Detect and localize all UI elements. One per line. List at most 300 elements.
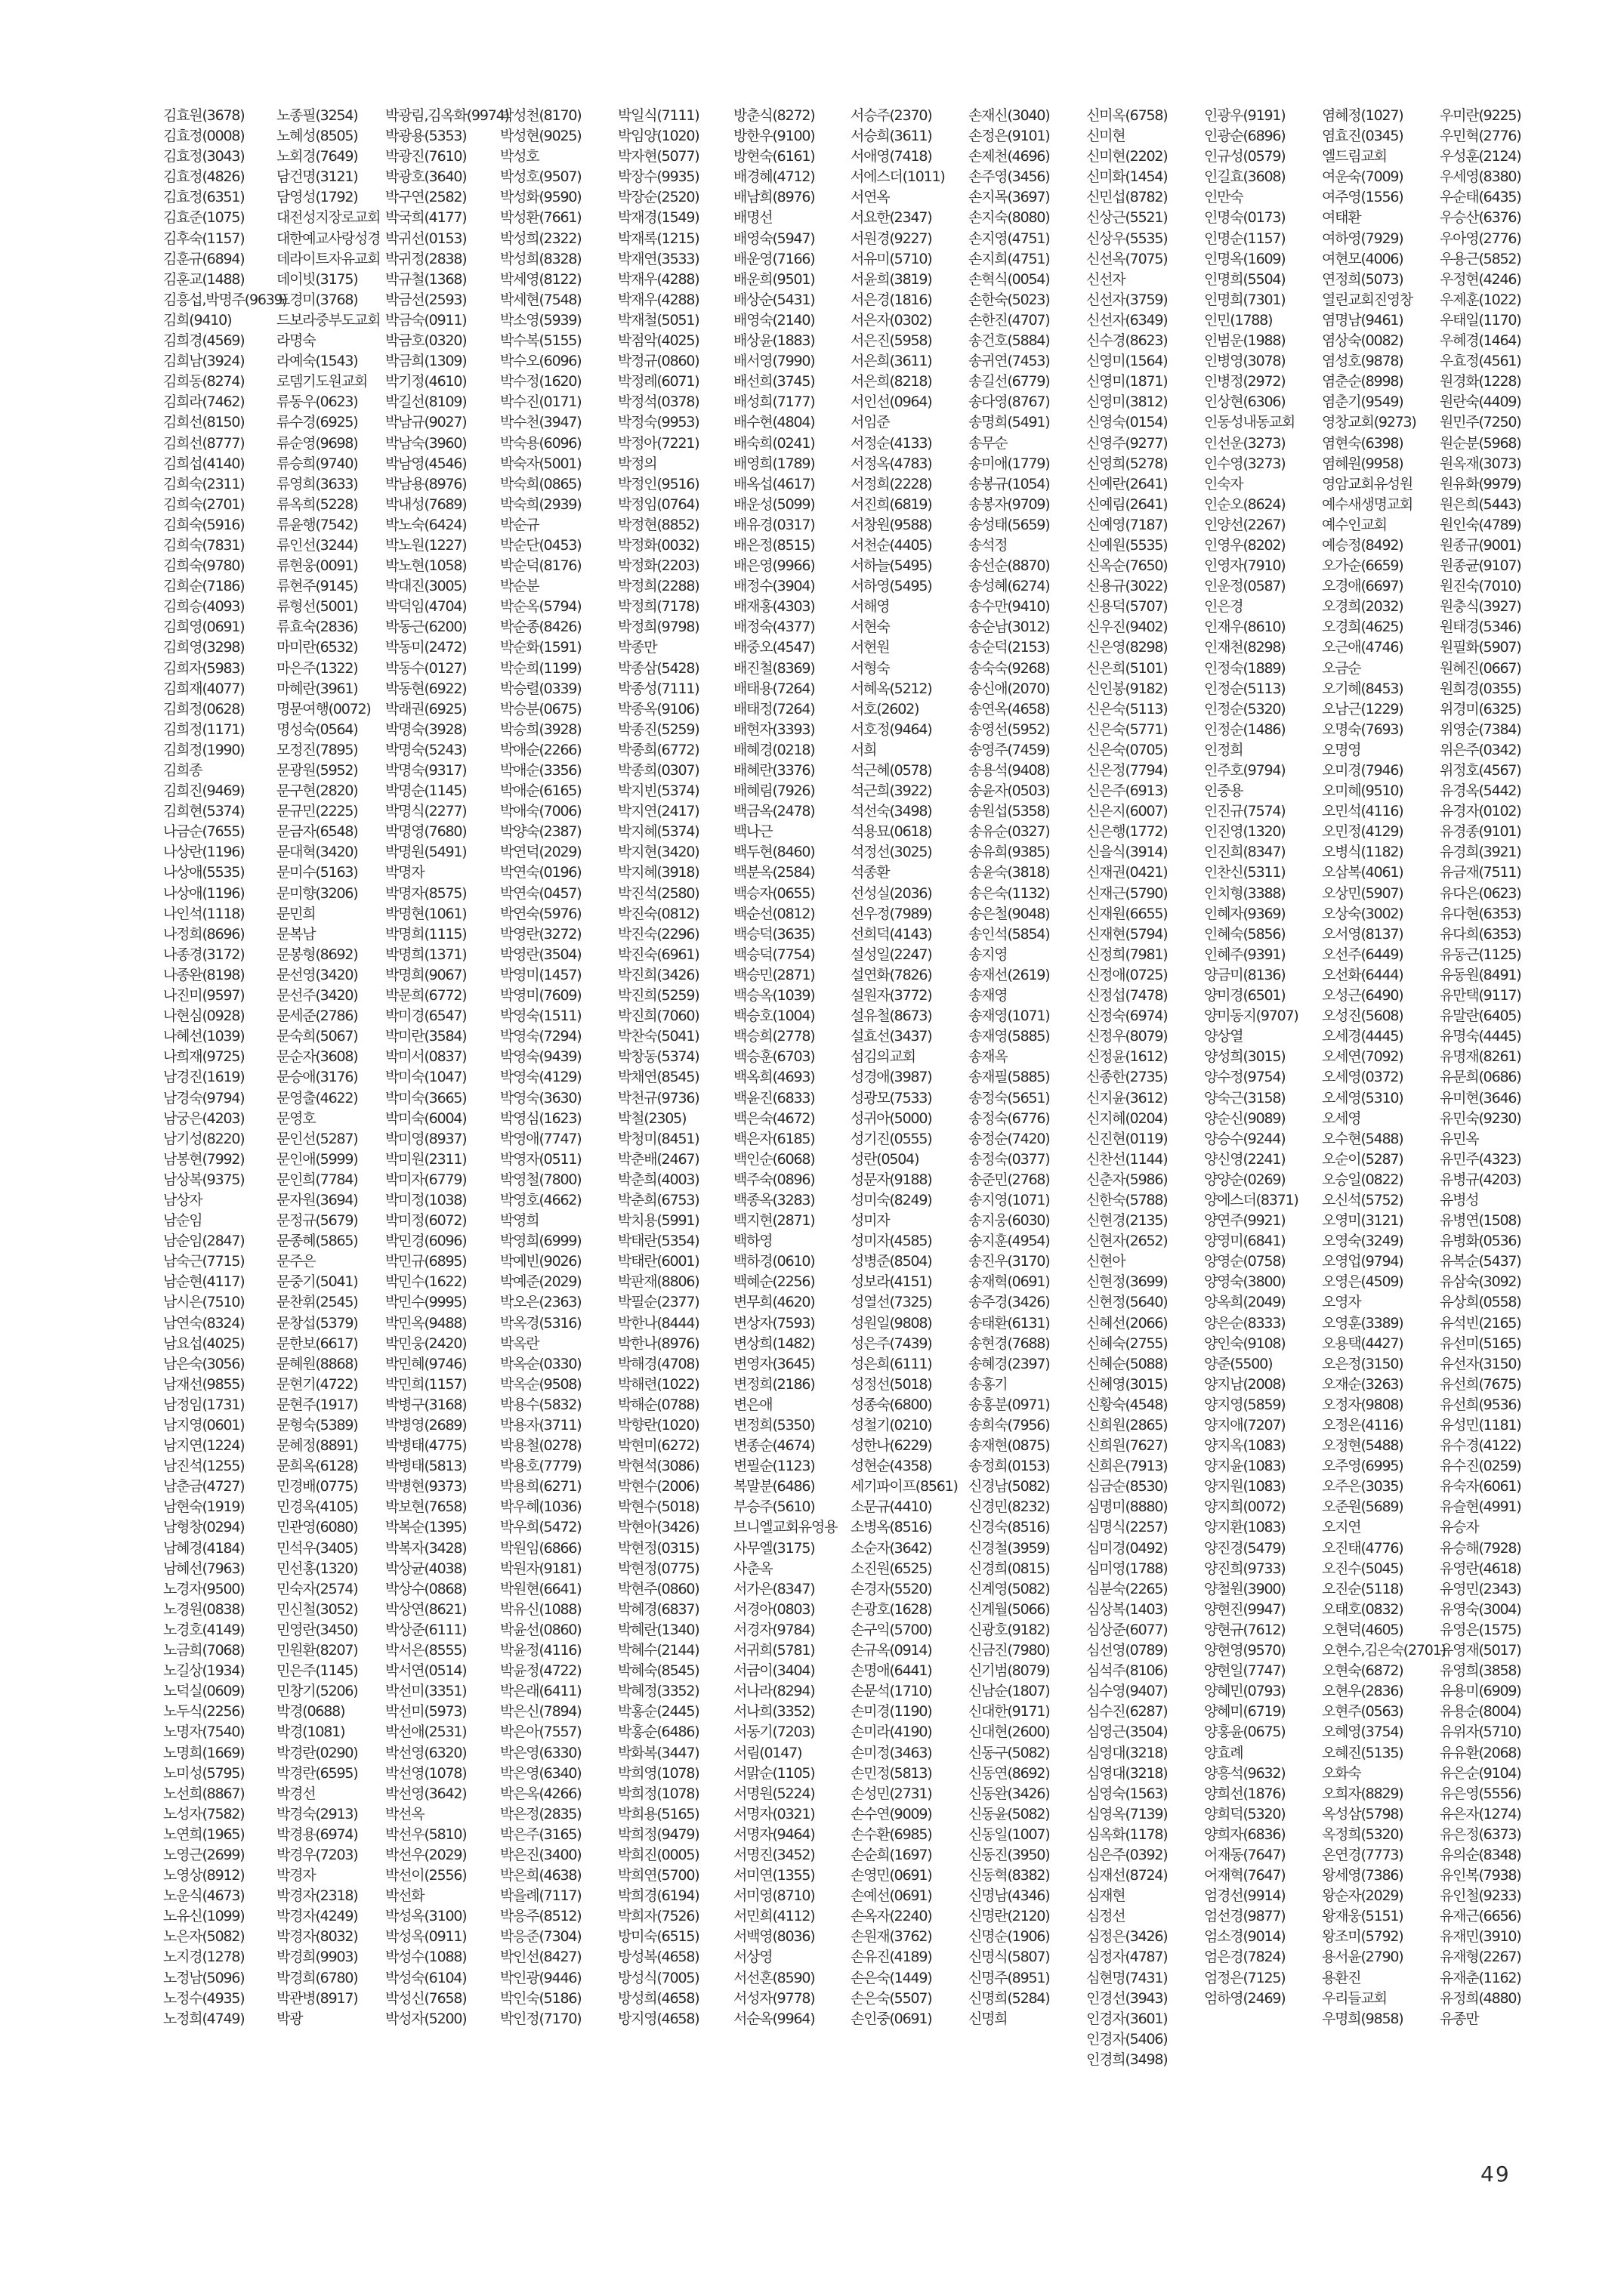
name-entry: 박치용(5991) (618, 1212, 699, 1230)
name-entry: 인명희(5504) (1204, 270, 1286, 288)
name-entry: 양철원(3900) (1204, 1580, 1286, 1597)
name-entry: 심정선 (1086, 1908, 1125, 1925)
name-entry: 민원환(8207) (276, 1642, 358, 1659)
name-entry: 박정화(0032) (618, 536, 699, 554)
name-entry: 변은애 (733, 1396, 773, 1413)
name-entry: 민경옥(4105) (276, 1498, 358, 1516)
name-entry: 박성자(5200) (385, 2010, 467, 2027)
name-entry: 송지웅(6030) (968, 1212, 1050, 1230)
name-entry: 유용미(6909) (1440, 1683, 1521, 1700)
name-entry: 원희경(0355) (1440, 680, 1521, 697)
name-entry: 인광우(9191) (1204, 107, 1286, 124)
name-entry: 류동우(0623) (276, 393, 358, 411)
name-entry: 박영숙(4129) (500, 1069, 582, 1086)
name-entry: 왕조미(5792) (1322, 1928, 1403, 1946)
name-entry: 김희숙(2311) (163, 475, 245, 492)
name-entry: 박선미(3351) (385, 1683, 467, 1700)
name-entry: 양희선(1876) (1204, 1785, 1286, 1802)
name-entry: 양양순(0269) (1204, 1171, 1286, 1188)
name-entry: 신명란(2120) (968, 1908, 1050, 1925)
name-entry: 박성희(2322) (500, 230, 582, 247)
name-entry: 서상영 (733, 1949, 773, 1966)
name-entry: 김희승(4093) (163, 598, 245, 616)
name-entry: 백은숙(4672) (733, 1109, 815, 1127)
name-entry: 박은영(6330) (500, 1744, 582, 1761)
name-entry: 박선이(2556) (385, 1867, 467, 1884)
name-entry: 송지영 (968, 946, 1008, 963)
name-entry: 오태호(0832) (1322, 1600, 1403, 1618)
name-entry: 양성희(3015) (1204, 1048, 1286, 1066)
name-entry: 서원경(9227) (851, 230, 932, 247)
name-entry: 박진숙(6961) (618, 946, 699, 963)
name-entry: 박지혜(5374) (618, 823, 699, 841)
name-entry: 박순옥(5794) (500, 598, 582, 616)
name-entry: 민신철(3052) (276, 1600, 358, 1618)
name-entry: 신미옥(6758) (1086, 107, 1168, 124)
name-entry: 문창섭(5379) (276, 1314, 358, 1332)
name-entry: 박현주(0860) (618, 1580, 699, 1597)
name-entry: 박청미(8451) (618, 1130, 699, 1147)
name-entry: 박민혜(9746) (385, 1355, 467, 1372)
name-entry: 마미란(6532) (276, 639, 358, 656)
name-entry: 박해경(4708) (618, 1355, 699, 1372)
name-entry: 백승희(2778) (733, 1028, 815, 1045)
name-entry: 백두현(8460) (733, 844, 815, 861)
name-entry: 송은철(9048) (968, 905, 1050, 922)
name-entry: 박명자(8575) (385, 884, 467, 902)
name-entry: 나진미(9597) (163, 987, 245, 1005)
name-entry: 유은영(5556) (1440, 1785, 1521, 1802)
name-entry: 오서영(8137) (1322, 925, 1403, 943)
name-entry: 박은주(3165) (500, 1825, 582, 1843)
name-entry: 신미화(1454) (1086, 168, 1168, 186)
name-entry: 오세영(0372) (1322, 1069, 1403, 1086)
name-entry: 신정섭(7478) (1086, 987, 1168, 1005)
name-entry: 신영미(3812) (1086, 393, 1168, 411)
name-entry: 김희남(3924) (163, 353, 245, 370)
name-entry: 박해련(1022) (618, 1375, 699, 1393)
name-entry: 박인숙(5186) (500, 1989, 582, 2007)
name-entry: 양상열 (1204, 1028, 1243, 1045)
name-entry: 송영주(7459) (968, 741, 1050, 758)
name-entry: 문중기(5041) (276, 1273, 358, 1291)
name-entry: 송유희(9385) (968, 844, 1050, 861)
name-entry: 박성옥(3100) (385, 1908, 467, 1925)
name-entry: 송인석(5854) (968, 925, 1050, 943)
name-entry: 오지연 (1322, 1519, 1361, 1536)
name-entry: 박지혜(3918) (618, 864, 699, 881)
name-entry: 백인순(6068) (733, 1150, 815, 1168)
name-entry: 박종희(0307) (618, 762, 699, 779)
name-entry: 신미현(2202) (1086, 148, 1168, 165)
name-entry: 박광호(3640) (385, 168, 467, 186)
name-entry: 박홍순(6486) (618, 1724, 699, 1741)
name-entry: 문형숙(5389) (276, 1417, 358, 1434)
name-entry: 신재근(5790) (1086, 884, 1168, 902)
name-entry: 서연옥 (851, 189, 890, 206)
name-entry: 엄하영(2469) (1204, 1989, 1286, 2007)
name-entry: 유경옥(5442) (1440, 782, 1521, 800)
name-entry: 박동현(6922) (385, 680, 467, 697)
name-entry: 서금이(3404) (733, 1662, 815, 1680)
name-entry: 배혜림(7926) (733, 782, 815, 800)
name-entry: 왕재웅(5151) (1322, 1908, 1403, 1925)
name-entry: 박병현(9373) (385, 1478, 467, 1495)
name-entry: 신우진(9402) (1086, 619, 1168, 636)
name-entry: 명성숙(0564) (276, 721, 358, 738)
name-entry: 노경원(0838) (163, 1600, 245, 1618)
name-entry: 박경숙(2913) (276, 1805, 358, 1822)
name-entry: 박동근(6200) (385, 619, 467, 636)
name-entry: 박민옥(9488) (385, 1314, 467, 1332)
name-entry: 배태정(7264) (733, 700, 815, 718)
name-entry: 서애영(7418) (851, 148, 932, 165)
name-entry: 성현순(4358) (851, 1458, 932, 1475)
name-entry: 문복남 (276, 925, 316, 943)
name-entry: 인진희(8347) (1204, 844, 1286, 861)
name-entry: 유병규(4203) (1440, 1171, 1521, 1188)
name-entry: 신미현 (1086, 128, 1125, 145)
name-entry: 박민웅(2420) (385, 1335, 467, 1352)
name-entry: 민은주(1145) (276, 1662, 358, 1680)
name-entry: 성귀아(5000) (851, 1109, 932, 1127)
name-entry: 서미연(1355) (733, 1867, 815, 1884)
name-entry: 신을식(3914) (1086, 844, 1168, 861)
name-entry: 성철기(0210) (851, 1417, 932, 1434)
name-entry: 박영미(1457) (500, 966, 582, 983)
name-entry: 박숙용(6096) (500, 434, 582, 452)
name-entry: 신상우(5535) (1086, 230, 1168, 247)
name-entry: 박규철(1368) (385, 270, 467, 288)
name-entry: 박성천(8170) (500, 107, 582, 124)
name-entry: 방지영(4658) (618, 2010, 699, 2027)
name-entry: 문구현(2820) (276, 782, 358, 800)
name-entry: 유수경(4122) (1440, 1437, 1521, 1455)
name-entry: 우리들교회 (1322, 1989, 1387, 2007)
name-entry: 성광모(7533) (851, 1089, 932, 1106)
name-entry: 박동수(0127) (385, 659, 467, 677)
name-entry: 오상숙(3002) (1322, 905, 1403, 922)
name-entry: 서가은(8347) (733, 1580, 815, 1597)
name-entry: 변상희(1482) (733, 1335, 815, 1352)
name-entry: 박애순(2266) (500, 741, 582, 758)
name-entry: 송선순(8870) (968, 557, 1050, 575)
name-entry: 신영미(1871) (1086, 373, 1168, 390)
name-entry: 서호정(9464) (851, 721, 932, 738)
name-entry: 남시은(7510) (163, 1294, 245, 1311)
name-entry: 문미수(5163) (276, 864, 358, 881)
name-entry: 우효정(4561) (1440, 353, 1521, 370)
name-entry: 박민수(1622) (385, 1273, 467, 1291)
name-entry: 나종경(3172) (163, 946, 245, 963)
name-entry: 박필순(2377) (618, 1294, 699, 1311)
name-entry: 신은주(6913) (1086, 782, 1168, 800)
name-entry: 유경자(0102) (1440, 803, 1521, 820)
name-entry: 박진숙(0812) (618, 905, 699, 922)
name-entry: 송성혜(6274) (968, 578, 1050, 595)
name-entry: 박순단(0453) (500, 536, 582, 554)
name-entry: 송은숙(1132) (968, 884, 1050, 902)
name-entry: 유슬현(4991) (1440, 1498, 1521, 1516)
name-entry: 박성호(9507) (500, 168, 582, 186)
name-entry: 박종삼(5428) (618, 659, 699, 677)
name-entry: 신광호(9182) (968, 1621, 1050, 1638)
name-entry: 박희자(7526) (618, 1908, 699, 1925)
name-entry: 엄경선(9914) (1204, 1887, 1286, 1905)
name-entry: 박채연(8545) (618, 1069, 699, 1086)
name-entry: 성원일(9808) (851, 1314, 932, 1332)
name-entry: 양지영(5859) (1204, 1396, 1286, 1413)
name-entry: 박선영(3642) (385, 1785, 467, 1802)
name-entry: 박현미(6272) (618, 1437, 699, 1455)
name-entry: 유재형(2267) (1440, 1949, 1521, 1966)
name-entry: 박지연(2417) (618, 803, 699, 820)
name-entry: 유동원(8491) (1440, 966, 1521, 983)
name-entry: 박정석(0378) (618, 393, 699, 411)
name-entry: 신경숙(8516) (968, 1519, 1050, 1536)
name-entry: 김희동(8274) (163, 373, 245, 390)
name-entry: 서인선(0964) (851, 393, 932, 411)
name-entry: 성정선(5018) (851, 1375, 932, 1393)
name-entry: 원종균(9107) (1440, 557, 1521, 575)
name-entry: 유선희(9536) (1440, 1396, 1521, 1413)
name-entry: 서요한(2347) (851, 209, 932, 227)
name-entry: 오은정(3150) (1322, 1355, 1403, 1372)
name-entry: 노영근(2699) (163, 1846, 245, 1863)
name-entry: 박은희(4638) (500, 1867, 582, 1884)
name-entry: 신희원(7627) (1086, 1437, 1168, 1455)
name-entry: 신희원(2865) (1086, 1417, 1168, 1434)
name-entry: 박선애(2531) (385, 1724, 467, 1741)
name-entry: 유인철(9233) (1440, 1887, 1521, 1905)
name-entry: 양지남(2008) (1204, 1375, 1286, 1393)
name-entry: 박명영(7680) (385, 823, 467, 841)
name-entry: 오세경(4445) (1322, 1028, 1403, 1045)
name-entry: 심석주(8106) (1086, 1662, 1168, 1680)
name-entry: 유미현(3646) (1440, 1089, 1521, 1106)
name-entry: 박춘배(2467) (618, 1150, 699, 1168)
name-entry: 여주영(1556) (1322, 189, 1403, 206)
name-entry: 배옥섭(4617) (733, 475, 815, 492)
name-entry: 나현심(0928) (163, 1008, 245, 1025)
name-entry: 박지현(3420) (618, 844, 699, 861)
name-entry: 인길효(3608) (1204, 168, 1286, 186)
name-entry: 로뎀기도원교회 (276, 373, 368, 390)
name-entry: 나정희(8696) (163, 925, 245, 943)
name-entry: 인운정(0587) (1204, 578, 1286, 595)
name-entry: 박재우(4288) (618, 270, 699, 288)
name-entry: 옥정희(5320) (1322, 1825, 1403, 1843)
name-entry: 양지원(1083) (1204, 1478, 1286, 1495)
name-entry: 신명희(5284) (968, 1989, 1050, 2007)
name-entry: 박향란(1020) (618, 1417, 699, 1434)
name-entry: 박응주(8512) (500, 1908, 582, 1925)
name-entry: 손지희(4751) (968, 250, 1050, 267)
name-entry: 문인선(5287) (276, 1130, 358, 1147)
name-entry: 김희정(1990) (163, 741, 245, 758)
name-column (1086, 106, 1207, 2070)
name-entry: 방성희(4658) (618, 1989, 699, 2007)
name-entry: 신은행(1772) (1086, 823, 1168, 841)
name-entry: 박은진(3400) (500, 1846, 582, 1863)
name-entry: 박임양(1020) (618, 128, 699, 145)
name-entry: 배상순(5431) (733, 291, 815, 308)
name-entry: 신은숙(5113) (1086, 700, 1168, 718)
name-entry: 원충식(3927) (1440, 598, 1521, 616)
name-entry: 박현아(3426) (618, 1519, 699, 1536)
name-entry: 성미숙(8249) (851, 1191, 932, 1208)
name-entry: 남순현(4117) (163, 1273, 245, 1291)
name-entry: 남진석(1255) (163, 1458, 245, 1475)
name-entry: 문종혜(5865) (276, 1233, 358, 1250)
name-entry: 왕세영(7386) (1322, 1867, 1403, 1884)
name-entry: 노명자(7540) (163, 1724, 245, 1741)
name-entry: 문숙희(5067) (276, 1028, 358, 1045)
name-entry: 예수인교회 (1322, 516, 1387, 533)
name-entry: 박경희(9903) (276, 1949, 358, 1966)
name-entry: 오근애(4746) (1322, 639, 1403, 656)
name-entry: 인명희(7301) (1204, 291, 1286, 308)
name-entry: 민관영(6080) (276, 1519, 358, 1536)
name-entry: 박선미(5973) (385, 1703, 467, 1721)
name-entry: 원순분(5968) (1440, 434, 1521, 452)
name-entry: 문현기(4722) (276, 1375, 358, 1393)
name-entry: 박정임(0764) (618, 495, 699, 513)
name-entry: 심옥화(1178) (1086, 1825, 1168, 1843)
name-entry: 원경화(1228) (1440, 373, 1521, 390)
name-entry: 나종완(8198) (163, 966, 245, 983)
name-entry: 박종진(5259) (618, 721, 699, 738)
name-column (733, 106, 854, 2029)
name-entry: 유복순(5437) (1440, 1253, 1521, 1270)
name-entry: 박정아(7221) (618, 434, 699, 452)
name-entry: 유명숙(4445) (1440, 1028, 1521, 1045)
name-entry: 우아영(2776) (1440, 230, 1521, 247)
name-entry: 박남숙(3960) (385, 434, 467, 452)
name-entry: 박경(1081) (276, 1724, 345, 1741)
name-entry: 성은희(6111) (851, 1355, 932, 1372)
name-entry: 노운식(4673) (163, 1887, 245, 1905)
name-entry: 유선희(7675) (1440, 1375, 1521, 1393)
name-entry: 오정은(4116) (1322, 1417, 1403, 1434)
name-entry: 김희영(3298) (163, 639, 245, 656)
name-column (500, 106, 621, 2029)
name-entry: 신혜선(2066) (1086, 1314, 1168, 1332)
name-entry: 변영자(3645) (733, 1355, 815, 1372)
name-entry: 박광림,김옥화(9974) (385, 107, 509, 124)
name-entry: 박희정(1078) (618, 1785, 699, 1802)
name-entry: 심명미(8880) (1086, 1498, 1168, 1516)
name-entry: 유용순(8004) (1440, 1703, 1521, 1721)
name-entry: 오순이(5287) (1322, 1150, 1403, 1168)
name-column (968, 106, 1089, 2029)
name-entry: 노은자(5082) (163, 1928, 245, 1946)
name-entry: 박인광(9446) (500, 1969, 582, 1986)
name-entry: 양순신(9089) (1204, 1109, 1286, 1127)
name-entry: 오세영 (1322, 1109, 1361, 1127)
name-entry: 송정숙(6776) (968, 1109, 1050, 1127)
name-entry: 오수현(5488) (1322, 1130, 1403, 1147)
name-entry: 박판재(8806) (618, 1273, 699, 1291)
name-entry: 박윤선(0860) (500, 1621, 582, 1638)
name-entry: 박민수(9995) (385, 1294, 467, 1311)
name-entry: 석용묘(0618) (851, 823, 932, 841)
name-entry: 오희자(8829) (1322, 1785, 1403, 1802)
name-entry: 박병구(3168) (385, 1396, 467, 1413)
name-entry: 성기진(0555) (851, 1130, 932, 1147)
name-entry: 심분숙(2265) (1086, 1580, 1168, 1597)
name-entry: 박광용(5353) (385, 128, 467, 145)
name-entry: 우민혁(2776) (1440, 128, 1521, 145)
name-entry: 박은아(7557) (500, 1724, 582, 1741)
name-entry: 박경선 (276, 1785, 316, 1802)
name-entry: 심영옥(7139) (1086, 1805, 1168, 1822)
name-entry: 박명순(1145) (385, 782, 467, 800)
name-entry: 인병정(2972) (1204, 373, 1286, 390)
name-entry: 서하늘(5495) (851, 557, 932, 575)
name-entry: 오민정(4129) (1322, 823, 1403, 841)
name-entry: 노경자(9500) (163, 1580, 245, 1597)
name-entry: 박애순(3356) (500, 762, 582, 779)
name-entry: 양승수(9244) (1204, 1130, 1286, 1147)
name-entry: 류현주(9145) (276, 578, 358, 595)
name-entry: 라예숙(1543) (276, 353, 358, 370)
name-entry: 유명재(8261) (1440, 1048, 1521, 1066)
name-entry: 송숙숙(9268) (968, 659, 1050, 677)
name-entry: 신찬선(1144) (1086, 1150, 1168, 1168)
name-entry: 박양숙(2387) (500, 823, 582, 841)
name-entry: 신예원(5535) (1086, 536, 1168, 554)
name-entry: 오혜영(3754) (1322, 1724, 1403, 1741)
name-entry: 유금재(7511) (1440, 864, 1521, 881)
name-entry: 박옥경(5316) (500, 1314, 582, 1332)
name-entry: 인혜자(9369) (1204, 905, 1286, 922)
name-entry: 박윤정(4116) (500, 1642, 582, 1659)
name-entry: 오삼복(4061) (1322, 864, 1403, 881)
name-entry: 박재록(1215) (618, 230, 699, 247)
name-entry: 배재홍(4303) (733, 598, 815, 616)
name-entry: 노종필(3254) (276, 107, 358, 124)
name-entry: 서승희(3611) (851, 128, 932, 145)
name-entry: 남혜선(7963) (163, 1560, 245, 1577)
name-entry: 온연경(7773) (1322, 1846, 1403, 1863)
name-entry: 오재순(3263) (1322, 1375, 1403, 1393)
name-entry: 오현수,김은숙(2701) (1322, 1642, 1446, 1659)
name-entry: 오명숙(7693) (1322, 721, 1403, 738)
name-entry: 명문여행(0072) (276, 700, 371, 718)
name-entry: 손경자(5520) (851, 1580, 932, 1597)
name-entry: 송정숙(0377) (968, 1150, 1050, 1168)
name-entry: 손문석(1710) (851, 1683, 932, 1700)
name-entry: 송정숙(5651) (968, 1089, 1050, 1106)
name-entry: 신예란(2641) (1086, 475, 1168, 492)
name-entry: 박성희(8328) (500, 250, 582, 267)
name-entry: 신선옥(7075) (1086, 250, 1168, 267)
name-entry: 오기혜(8453) (1322, 680, 1403, 697)
name-entry: 박복자(3428) (385, 1539, 467, 1557)
name-entry: 노덕실(0609) (163, 1683, 245, 1700)
name-entry: 노정수(4935) (163, 1989, 245, 2007)
name-entry: 어재혁(7647) (1204, 1867, 1286, 1884)
name-entry: 송재영(1071) (968, 1008, 1050, 1025)
name-entry: 심금순(8530) (1086, 1478, 1168, 1495)
name-entry: 박금숙(0911) (385, 311, 467, 329)
name-entry: 손예선(0691) (851, 1887, 932, 1905)
name-entry: 신정우(8079) (1086, 1028, 1168, 1045)
name-entry: 열린교회진영창 (1322, 291, 1413, 308)
name-entry: 박복순(1395) (385, 1519, 467, 1536)
name-entry: 문주은 (276, 1253, 316, 1270)
